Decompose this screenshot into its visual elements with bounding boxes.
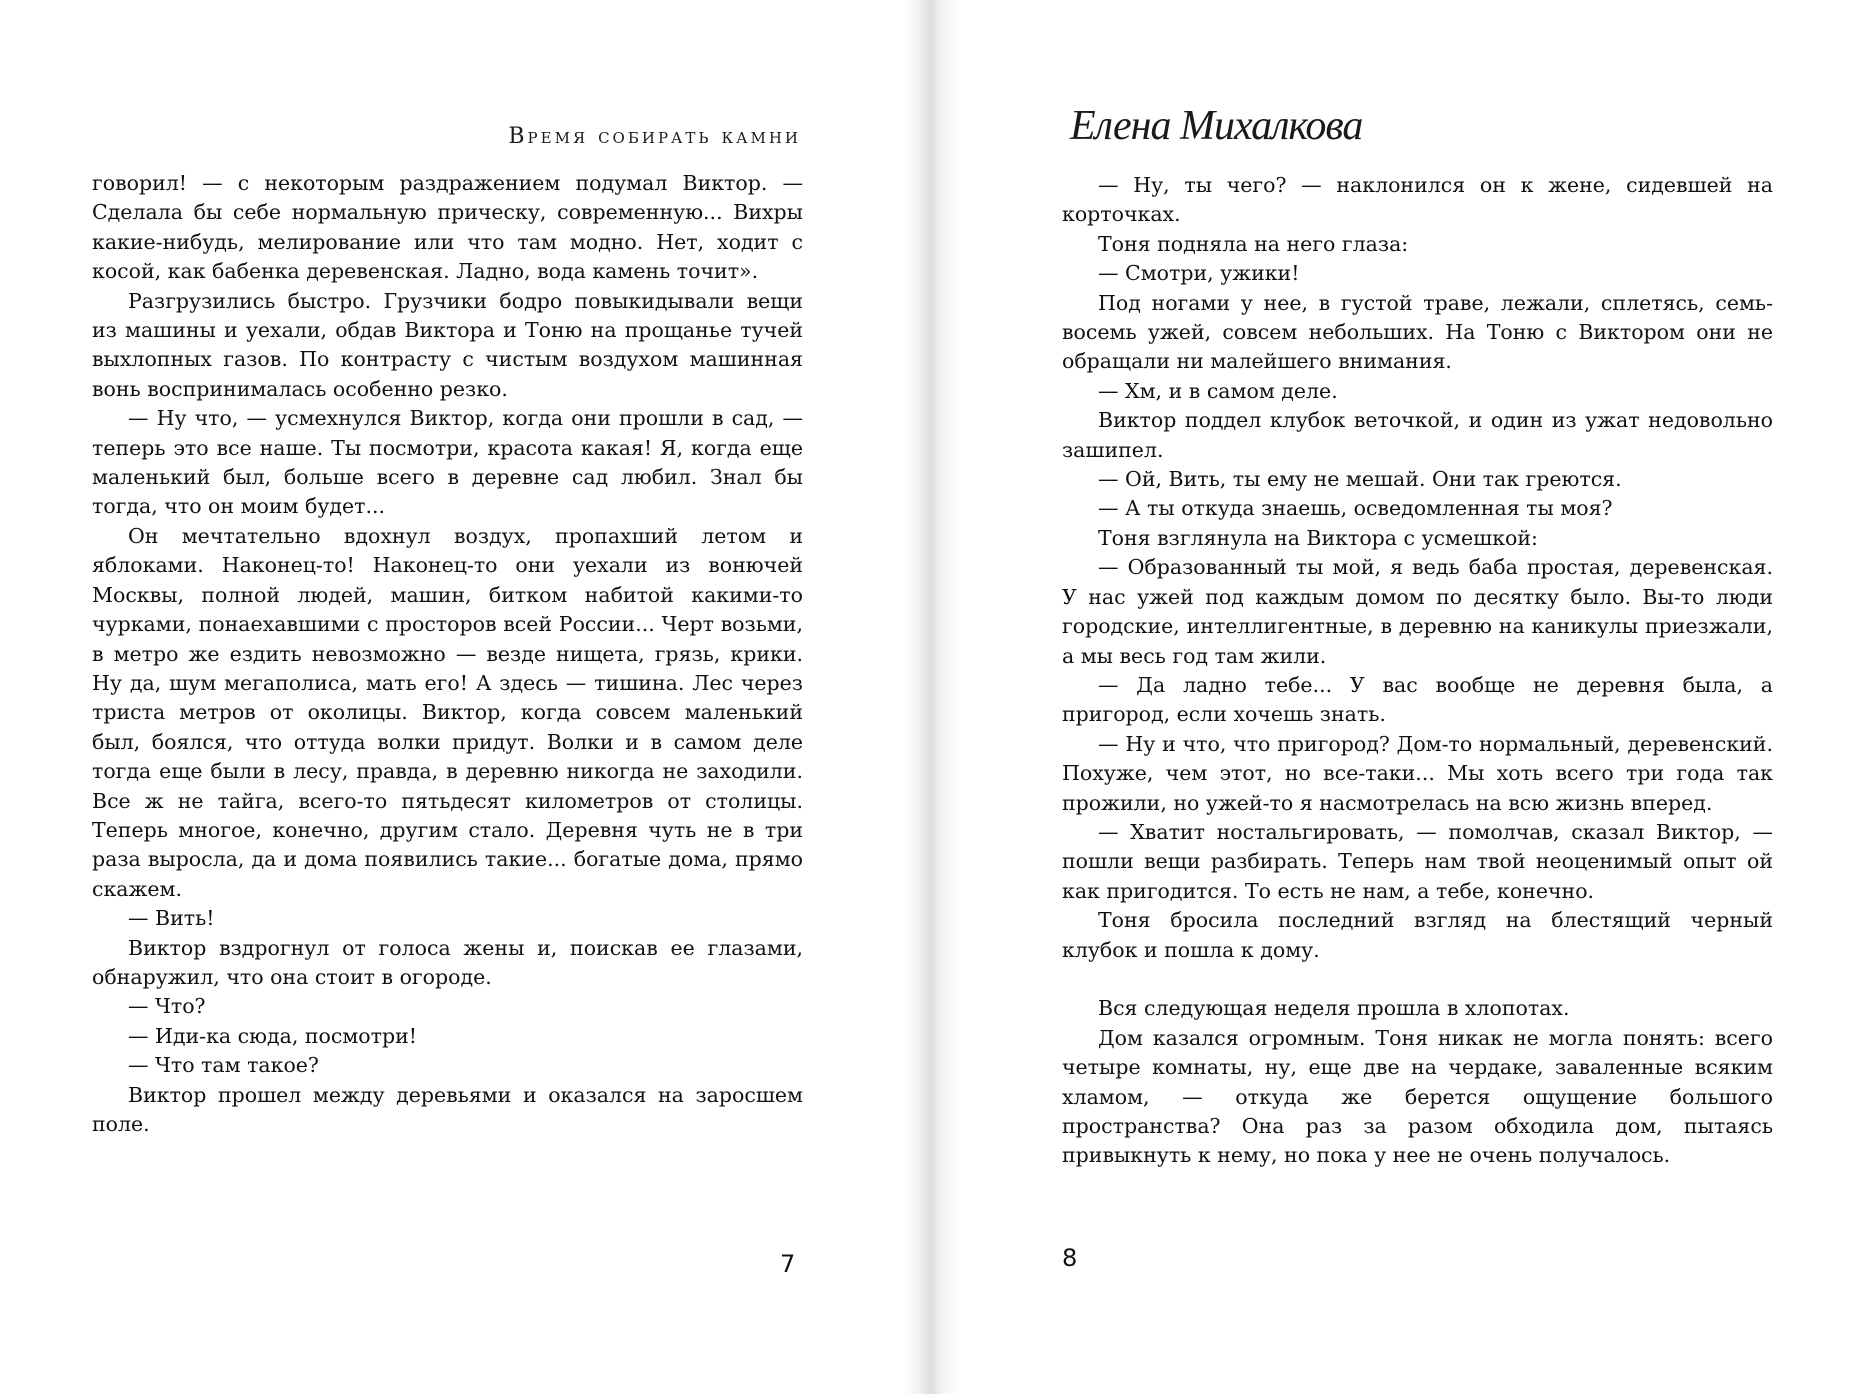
paragraph: Вся следующая неделя прошла в хлопотах. (1098, 996, 1570, 1021)
paragraph: Виктор прошел между деревьями и оказался на заросшем поле. (92, 1082, 803, 1136)
paragraph: — Хм, и в самом деле. (1098, 378, 1338, 403)
paragraph: Дом казался огромным. Тоня никак не могла понять: всего четыре комнаты, ну, еще две на чердаке, заваленные всяким хламом, — откуда же берется ощущение большого пространства? Она раз за разом обходила дом, пытаясь привыкнуть к нему, но пока у нее не очень получалось. (1062, 1025, 1773, 1168)
paragraph: Виктор поддел клубок веточкой, и один из ужат недовольно зашипел. (1062, 408, 1773, 462)
paragraph: — Иди-ка сюда, посмотри! (128, 1023, 418, 1048)
paragraph: — Ой, Вить, ты ему не мешай. Они так греются. (1098, 467, 1622, 492)
running-head-book-title: Время собирать камни (508, 124, 801, 149)
right-page (930, 0, 1861, 1394)
paragraph: — Ну и что, что пригород? Дом-то нормальный, деревенский. Похуже, чем этот, но все-таки... Мы хоть всего три года так прожили, но ужей-то я насмотрелась на всю жизнь вперед. (1062, 731, 1773, 815)
paragraph: Тоня бросила последний взгляд на блестящий черный клубок и пошла к дому. (1062, 908, 1773, 962)
paragraph: Виктор вздрогнул от голоса жены и, поискав ее глазами, обнаружил, что она стоит в огороде. (92, 935, 803, 989)
paragraph: — Смотри, ужики! (1098, 261, 1300, 286)
paragraph: Он мечтательно вдохнул воздух, пропахший летом и яблоками. Наконец-то! Наконец-то они уехали из вонючей Москвы, полной людей, машин, битком набитой какими-то чурками, понаехавшими с просторов всей России... Черт возьми, в метро же ездить невозможно — везде нищета, грязь, крики. Ну да, шум мегаполиса, мать его! А здесь — тишина. Лес через триста метров от околицы. Виктор, когда совсем маленький был, боялся, что оттуда волки придут. Волки и в самом деле тогда еще были в лесу, правда, в деревню никогда не заходили. Все ж не тайга, всего-то пятьдесят километров от столицы. Теперь многое, конечно, другим стало. Деревня чуть не в три раза выросла, да и дома появились такие... богатые дома, прямо скажем. (92, 523, 803, 901)
gutter-shadow (930, 0, 960, 1394)
paragraph: — Да ладно тебе... У вас вообще не деревня была, а пригород, если хочешь знать. (1062, 672, 1773, 727)
paragraph: — Образованный ты мой, я ведь баба простая, деревенская. У нас ужей под каждым домом по десятку было. Вы-то люди городские, интеллигентные, в деревню на каникулы приезжали, а мы весь год там жили. (1062, 555, 1773, 668)
paragraph: Разгрузились быстро. Грузчики бодро повыкидывали вещи из машины и уехали, обдав Виктора и Тоню на прощанье тучей выхлопных газов. По контрасту с чистым воздухом машинная вонь воспринималась особенно резко. (92, 288, 803, 401)
paragraph: Тоня подняла на него глаза: (1098, 231, 1409, 256)
right-page-text (1062, 171, 1773, 1171)
paragraph: — Что там такое? (128, 1053, 319, 1078)
paragraph: — Ну что, — усмехнулся Виктор, когда они прошли в сад, — теперь это все наше. Ты посмотри, красота какая! Я, когда еще маленький был, больше всего в деревне сад любил. Знал бы тогда, что он моим будет... (92, 406, 803, 519)
page-number: 8 (1062, 1244, 1078, 1272)
paragraph: — Хватит ностальгировать, — помолчав, сказал Виктор, — пошли вещи разбирать. Теперь нам твой неоценимый опыт ой как пригодится. То есть не нам, а тебе, конечно. (1062, 819, 1773, 903)
left-page-text (92, 169, 803, 1139)
page-number: 7 (780, 1250, 796, 1278)
paragraph: говорил! — с некоторым раздражением подумал Виктор. — Сделала бы себе нормальную прическу, современную... Вихры какие-нибудь, мелирование или что там модно. Нет, ходит с косой, как бабенка деревенская. Ладно, вода камень точит». (92, 171, 803, 284)
left-page (0, 0, 930, 1394)
gutter-shadow (904, 0, 930, 1394)
paragraph: — Ну, ты чего? — наклонился он к жене, сидевшей на корточках. (1062, 173, 1773, 227)
paragraph: Под ногами у нее, в густой траве, лежали, сплетясь, семь-восемь ужей, совсем небольших. На Тоню с Виктором они не обращали ни малейшего внимания. (1062, 290, 1773, 374)
paragraph: — А ты откуда знаешь, осведомленная ты моя? (1098, 496, 1613, 521)
running-head-author: Елена Михалкова (1070, 103, 1363, 149)
paragraph: Тоня взглянула на Виктора с усмешкой: (1098, 525, 1538, 550)
paragraph: — Вить! (128, 906, 215, 931)
paragraph: — Что? (128, 994, 206, 1019)
